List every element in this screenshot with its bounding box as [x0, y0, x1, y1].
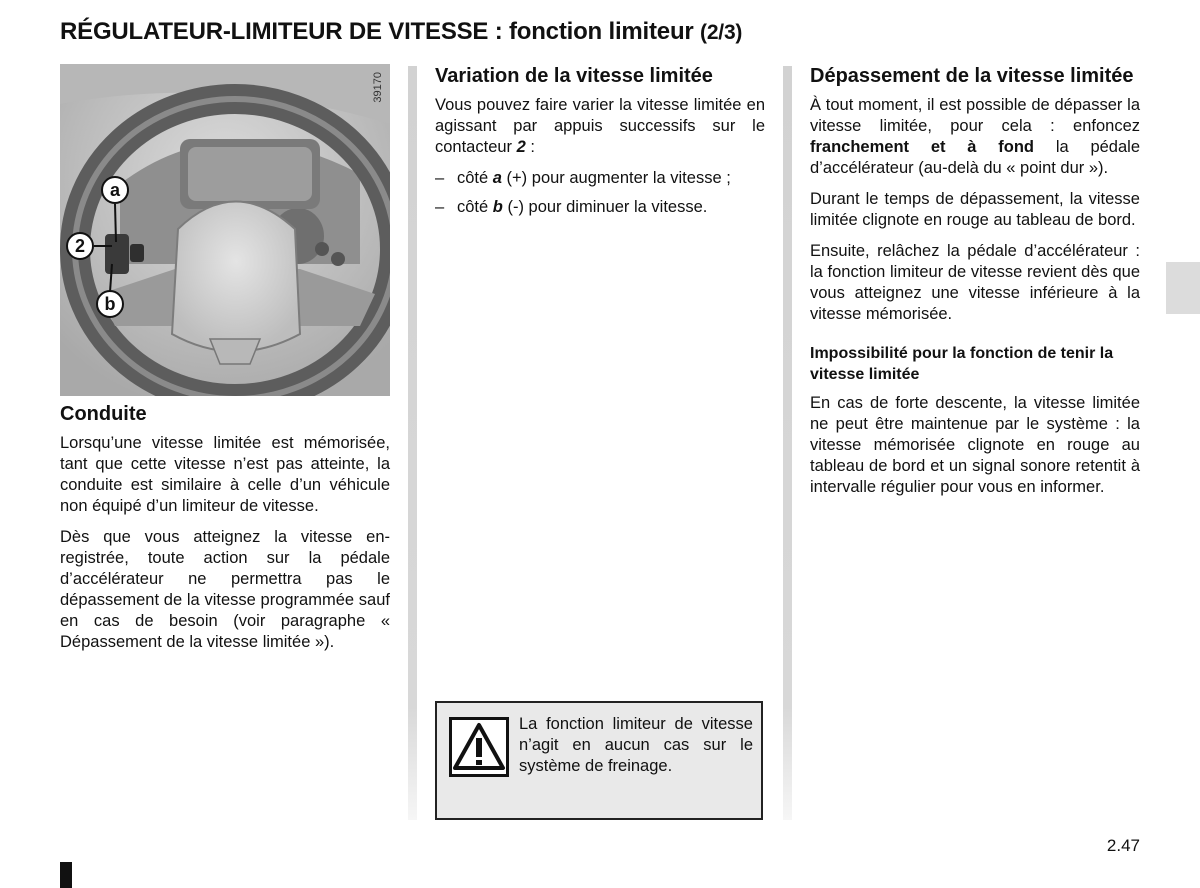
text-run: (-) pour diminuer la vitesse. [502, 198, 708, 216]
page-number: 2.47 [1106, 836, 1140, 855]
reference-label: a [492, 169, 502, 187]
text-run: À tout moment, il est possible de dépasser la vitesse limitée, pour cela : enfoncez [810, 96, 1140, 135]
page-title-text: RÉGULATEUR-LIMITEUR DE VITESSE : fonction limiteur [60, 18, 694, 45]
callout-leader-lines [60, 64, 390, 396]
callout-b: b [96, 290, 124, 318]
section-heading-variation: Variation de la vitesse limitée [435, 65, 713, 87]
emphasis-text: franchement et à fond [810, 138, 1035, 156]
paragraph: Dès que vous atteignez la vitesse enregistrée, toute action sur la pédale d’accélérateur ne permettra pas le dépassement de la vitesse programmée sauf en cas de besoin (voir paragraphe « Dépassement de la vitesse limitée »). [60, 528, 390, 651]
subsection-heading: Impossibilité pour la fonction de tenir la vitesse limitée [810, 345, 1114, 383]
column-separator [783, 66, 792, 820]
reference-label: 2 [516, 138, 526, 156]
figure-reference-number: 39170 [372, 72, 384, 103]
paragraph: En cas de forte descente, la vitesse limitée ne peut être maintenue par le système : la vitesse mémorisée clignote en rouge au tableau de bord et un signal sonore retentit à intervalle régulier pour vous en informer. [810, 394, 1140, 496]
column-right [810, 64, 1140, 508]
text-run: Vous pouvez faire varier la vitesse limitée en agissant par appuis successifs sur le contacteur [435, 96, 765, 156]
section-heading-conduite: Conduite [60, 403, 147, 425]
text-run: (+) pour augmenter la vitesse ; [501, 169, 731, 187]
text-run: : [525, 138, 535, 156]
reference-label: b [492, 198, 503, 216]
list-item [435, 168, 765, 189]
steering-wheel-photo [60, 64, 390, 396]
paragraph [435, 95, 765, 158]
warning-triangle-icon [449, 717, 509, 782]
column-left [60, 64, 390, 663]
paragraph: Durant le temps de dépassement, la vitesse limitée clignote en rouge au tableau de bord. [810, 190, 1140, 229]
paragraph [810, 95, 1140, 179]
list-item [435, 197, 765, 218]
callout-2: 2 [66, 232, 94, 260]
corner-mark [60, 862, 72, 888]
page-title [60, 18, 1160, 46]
warning-box [435, 701, 763, 820]
paragraph: Lorsqu’une vitesse limitée est mémorisée, tant que cette vitesse n’est pas atteinte, la conduite est similaire à celle d’un véhicule non équipé d’un limiteur de vitesse. [60, 434, 390, 515]
warning-text: La fonction limiteur de vitesse n’agit en aucun cas sur le système de freinage. [519, 715, 753, 775]
page-part-indicator: (2/3) [700, 21, 743, 44]
callout-a: a [101, 176, 129, 204]
dash-bullet: – [435, 198, 445, 216]
chapter-side-tab [1166, 262, 1200, 314]
text-run: côté [457, 198, 493, 216]
text-run: côté [457, 169, 493, 187]
paragraph: Ensuite, relâchez la pédale d’accélérateur : la fonction limiteur de vitesse revient dès que vous atteignez une vitesse inférieure à la vitesse mémorisée. [810, 242, 1140, 323]
column-separator [408, 66, 417, 820]
dash-bullet: – [435, 169, 445, 187]
dash-list [435, 168, 765, 218]
column-middle [435, 64, 765, 226]
section-heading-depassement: Dépassement de la vitesse limitée [810, 65, 1134, 87]
text-run: la pédale d’accélérateur (au-delà du « point dur »). [810, 138, 1141, 177]
